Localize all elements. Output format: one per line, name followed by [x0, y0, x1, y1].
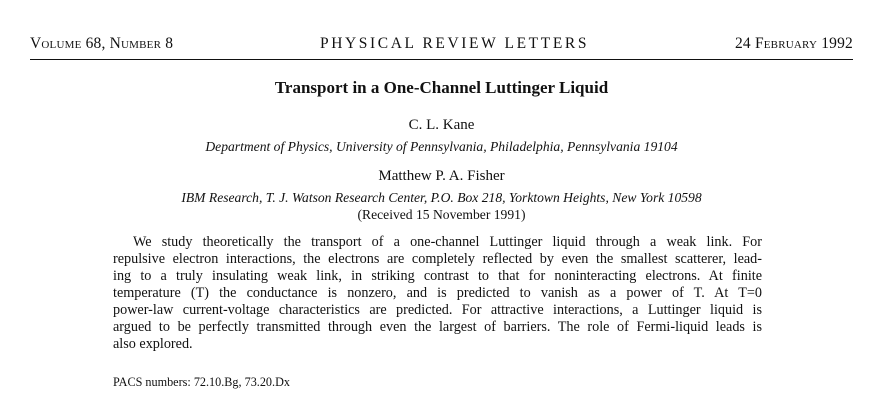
article-title: Transport in a One-Channel Luttinger Liquid — [274, 78, 609, 97]
author-name-2: Matthew P. A. Fisher — [378, 168, 505, 184]
running-head — [30, 35, 853, 57]
received-date: (Received 15 November 1991) — [357, 207, 526, 222]
header-rule — [30, 59, 853, 60]
author-affiliation-1: Department of Physics, University of Pennsylvania, Philadelphia, Pennsylvania 19104 — [205, 139, 678, 154]
abstract-line: argued to be perfectly transmitted through even the largest of barriers. The role of Fermi-liquid leads is — [113, 319, 762, 335]
abstract — [113, 234, 762, 353]
abstract-line: power-law current-voltage characteristics are predicted. For attractive interactions, a Luttinger liquid is — [113, 302, 762, 318]
volume-number: Volume 68, Number 8 — [30, 35, 174, 52]
issue-date: 24 February 1992 — [734, 35, 853, 52]
abstract-line: also explored. — [113, 336, 193, 352]
author-name-1: C. L. Kane — [408, 117, 475, 133]
journal-name: PHYSICAL REVIEW LETTERS — [320, 35, 590, 52]
author-affiliation-2: IBM Research, T. J. Watson Research Center, P.O. Box 218, Yorktown Heights, New York 10598 — [181, 190, 702, 205]
abstract-line: temperature (T) the conductance is nonzero, and is predicted to vanish as a power of T. At T=0 — [113, 285, 762, 301]
abstract-line: We study theoretically the transport of a one-channel Luttinger liquid through a weak link. For — [133, 234, 762, 250]
pacs-numbers: PACS numbers: 72.10.Bg, 73.20.Dx — [113, 375, 290, 389]
abstract-line: ing to a truly insulating weak link, in striking contrast to that for noninteracting electrons. At finite — [113, 268, 762, 284]
abstract-line: repulsive electron interactions, the electrons are completely reflected by even the smallest scatterer, lead- — [113, 251, 762, 267]
